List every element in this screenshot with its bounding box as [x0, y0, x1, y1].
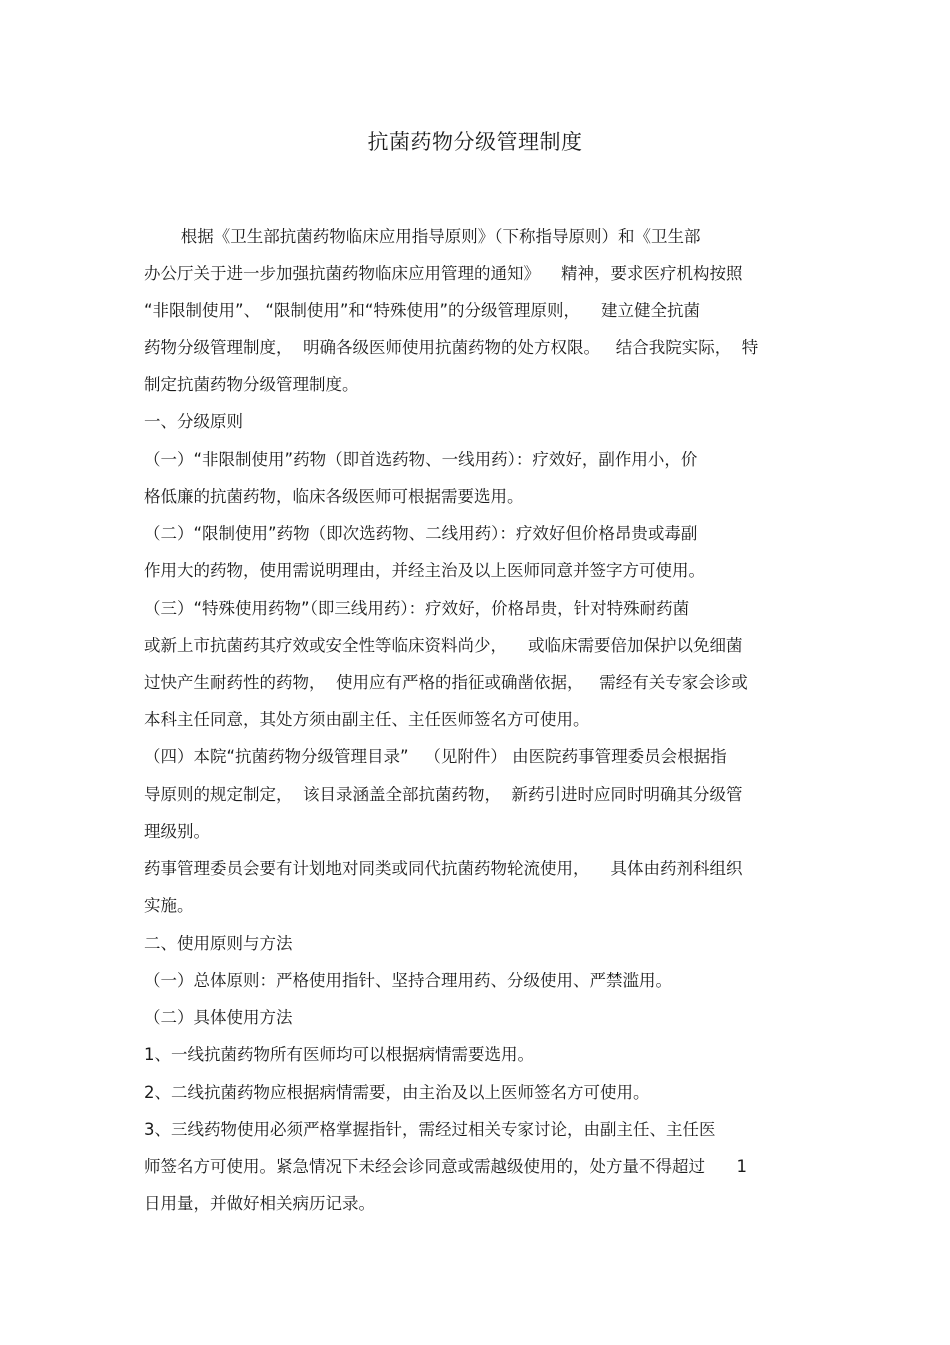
- body-line: （一）“非限制使用”药物（即首选药物、一线用药）：疗效好，副作用小，价: [144, 450, 698, 469]
- body-line: （一）总体原则：严格使用指针、坚持合理用药、分级使用、严禁滥用。: [144, 971, 672, 990]
- section-heading: 二、使用原则与方法: [144, 934, 293, 953]
- body-line: 师签名方可使用。紧急情况下未经会诊同意或需越级使用的，处方量不得超过 1: [144, 1157, 747, 1176]
- body-line: 办公厅关于进一步加强抗菌药物临床应用管理的通知》 精神，要求医疗机构按照: [144, 264, 743, 283]
- body-line: （三）“特殊使用药物”（即三线用药）：疗效好，价格昂贵，针对特殊耐药菌: [144, 599, 690, 618]
- body-line: 药物分级管理制度， 明确各级医师使用抗菌药物的处方权限。 结合我院实际， 特: [144, 338, 759, 357]
- body-line: 理级别。: [144, 822, 210, 841]
- body-line: 或新上市抗菌药其疗效或安全性等临床资料尚少， 或临床需要倍加保护以免细菌: [144, 636, 743, 655]
- body-line: 本科主任同意，其处方须由副主任、主任医师签名方可使用。: [144, 710, 590, 729]
- body-line: （二）“限制使用”药物（即次选药物、二线用药）：疗效好但价格昂贵或毒副: [144, 524, 698, 543]
- body-line: 药事管理委员会要有计划地对同类或同代抗菌药物轮流使用， 具体由药剂科组织: [144, 859, 743, 878]
- body-line: 实施。: [144, 896, 194, 915]
- list-item: 1、一线抗菌药物所有医师均可以根据病情需要选用。: [144, 1045, 534, 1064]
- body-line: 格低廉的抗菌药物，临床各级医师可根据需要选用。: [144, 487, 524, 506]
- body-line: 根据《卫生部抗菌药物临床应用指导原则》（下称指导原则）和《卫生部: [144, 227, 701, 246]
- document-title: 抗菌药物分级管理制度: [367, 130, 583, 154]
- body-line: 过快产生耐药性的药物， 使用应有严格的指征或确凿依据， 需经有关专家会诊或: [144, 673, 748, 692]
- list-item: 2、二线抗菌药物应根据病情需要，由主治及以上医师签名方可使用。: [144, 1083, 650, 1102]
- body-line: 导原则的规定制定， 该目录涵盖全部抗菌药物， 新药引进时应同时明确其分级管: [144, 785, 743, 804]
- body-line: 日用量，并做好相关病历记录。: [144, 1194, 375, 1213]
- body-line: 制定抗菌药物分级管理制度。: [144, 375, 359, 394]
- section-heading: 一、分级原则: [144, 412, 243, 431]
- body-line: （四）本院“抗菌药物分级管理目录” （见附件） 由医院药事管理委员会根据指: [144, 747, 727, 766]
- list-item: 3、三线药物使用必须严格掌握指针，需经过相关专家讨论，由副主任、主任医: [144, 1120, 716, 1139]
- body-line: （二）具体使用方法: [144, 1008, 293, 1027]
- body-line: “非限制使用”、 “限制使用”和“特殊使用”的分级管理原则， 建立健全抗菌: [144, 301, 701, 320]
- body-line: 作用大的药物，使用需说明理由，并经主治及以上医师同意并签字方可使用。: [144, 561, 705, 580]
